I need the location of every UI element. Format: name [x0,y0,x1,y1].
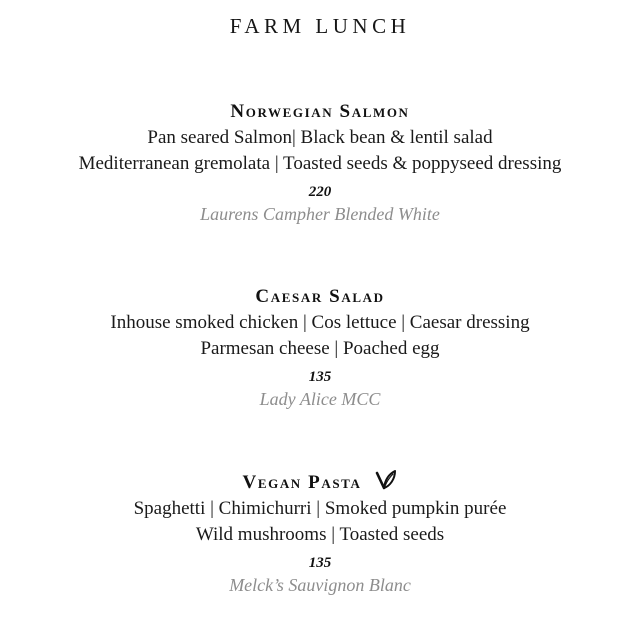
dish-name: Caesar Salad [255,286,385,307]
dish-price: 135 [308,369,332,385]
dish-price: 135 [308,555,332,571]
dish-description-line: Inhouse smoked chicken | Cos lettuce | Caesar dressing [110,312,530,333]
dish-name: Vegan Pasta [242,472,362,493]
vegan-leaf-icon [375,469,397,491]
wine-pairing: Melck’s Sauvignon Blanc [229,575,411,595]
dish-description-line: Spaghetti | Chimichurri | Smoked pumpkin purée [133,498,507,519]
menu-item-caesar-salad [0,284,640,411]
dish-price: 220 [308,184,332,200]
wine-pairing: Laurens Campher Blended White [200,204,440,224]
menu-item-norwegian-salmon [0,99,640,226]
dish-description-line: Parmesan cheese | Poached egg [200,338,440,359]
dish-description-line: Pan seared Salmon| Black bean & lentil salad [147,127,493,148]
menu-item-vegan-pasta [0,469,640,597]
dish-description-line: Mediterranean gremolata | Toasted seeds & poppyseed dressing [78,153,562,174]
dish-name-row [0,469,640,496]
dish-name: Norwegian Salmon [230,101,410,122]
menu-title: FARM LUNCH [229,14,411,38]
wine-pairing: Lady Alice MCC [259,389,381,409]
dish-description-line: Wild mushrooms | Toasted seeds [195,524,445,545]
